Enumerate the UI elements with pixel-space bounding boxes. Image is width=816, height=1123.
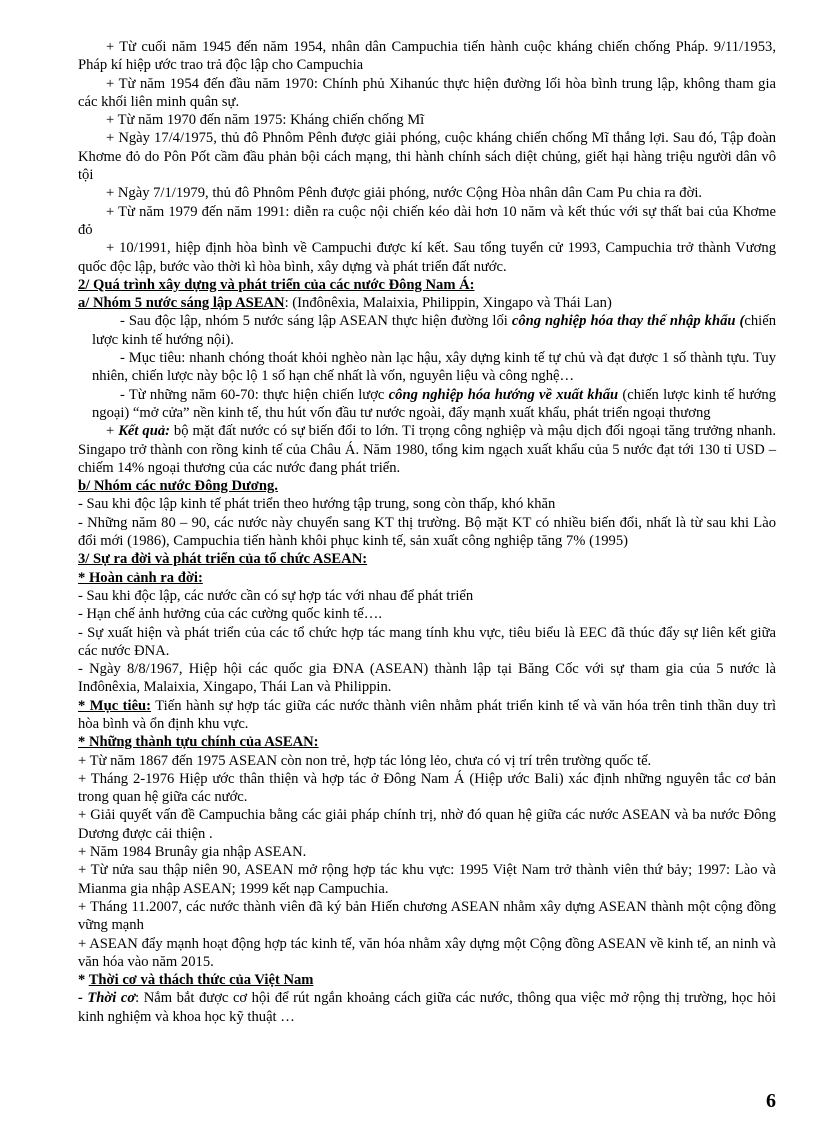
paragraph: + Tháng 11.2007, các nước thành viên đã ký bản Hiến chương ASEAN nhằm xây dựng ASEAN thành một cộng đồng vững mạnh <box>78 898 776 934</box>
subsection-heading-line <box>78 294 776 312</box>
paragraph: + Năm 1984 Brunây gia nhập ASEAN. <box>78 844 307 861</box>
paragraph <box>78 386 776 423</box>
paragraph: - Sự xuất hiện và phát triển của các tổ chức hợp tác mang tính khu vực, tiêu biểu là EEC đã thúc đẩy sự liên kết giữa các nước ĐNA. <box>78 624 776 659</box>
paragraph: + Từ năm 1954 đến đầu năm 1970: Chính phủ Xihanúc thực hiện đường lối hòa bình trung lập, không tham gia các khối liên minh quân sự. <box>78 75 776 110</box>
paragraph: + Tháng 2-1976 Hiệp ước thân thiện và hợp tác ở Đông Nam Á (Hiệp ước Bali) xác định những nguyên tắc cơ bản trong quan hệ giữa các nước. <box>78 770 776 806</box>
subsection-heading: Thời cơ và thách thức của Việt Nam <box>88 972 314 989</box>
paragraph: + 10/1991, hiệp định hòa bình về Campuchi được kí kết. Sau tổng tuyển cử 1993, Campuchia trở thành Vương quốc độc lập, bước vào thời kì hòa bình, xây dựng và phát triển đất nước. <box>78 240 776 275</box>
paragraph: + ASEAN đẩy mạnh hoạt động hợp tác kinh tế, văn hóa nhằm xây dựng một Cộng đồng ASEAN về kinh tế, an ninh và văn hóa vào năm 2015. <box>78 935 776 970</box>
text-run: Tiến hành sự hợp tác giữa các nước thành viên nhằm phát triển kinh tế và văn hóa trên tinh thần duy trì hòa bình và ổn định khu vực. <box>78 697 776 732</box>
emphasis: - Thời cơ <box>78 990 136 1007</box>
page-number: 6 <box>766 1090 776 1112</box>
subsection-heading-line <box>78 971 776 989</box>
paragraph: - Hạn chế ảnh hưởng của các cường quốc kinh tế…. <box>78 606 382 623</box>
text-run: + <box>106 423 119 440</box>
paragraph: + Từ năm 1970 đến năm 1975: Kháng chiến chống Mĩ <box>106 112 425 129</box>
subsection-heading: * Những thành tựu chính của ASEAN: <box>78 734 319 751</box>
subsection-heading: * Hoàn cảnh ra đời: <box>78 569 203 586</box>
subsection-heading: * Mục tiêu: <box>78 697 152 714</box>
subsection-heading-rest: : (Inđônêxia, Malaixia, Philippin, Xingapo và Thái Lan) <box>284 295 612 312</box>
paragraph: + Từ cuối năm 1945 đến năm 1954, nhân dân Campuchia tiến hành cuộc kháng chiến chống Pháp. 9/11/1953, Pháp kí hiệp ước trao trả độc lập cho Campuchia <box>78 39 776 74</box>
text-run: * <box>78 972 89 989</box>
subsection-heading: a/ Nhóm 5 nước sáng lập ASEAN <box>78 295 285 312</box>
text-run: - Từ những năm 60-70: thực hiện chiến lược <box>120 386 389 403</box>
text-run: bộ mặt đất nước có sự biến đổi to lớn. Tỉ trọng công nghiệp và mậu dịch đối ngoại tăng trưởng nhanh. Singapo trở thành con rồng kinh tế của Châu Á. Năm 1980, tổng kim ngạch xuất khẩu của 5 nước đạt tới 130 tỉ USD – chiếm 14% ngoại thương của các nước đang phát triển. <box>78 423 777 476</box>
paragraph: - Những năm 80 – 90, các nước này chuyển sang KT thị trường. Bộ mặt KT có nhiều biến đổi, nhất là từ sau khi Lào đổi mới (1986), Campuchia tiến hành khôi phục kinh tế, sản xuất công nghiệp tăng 7% (1995) <box>78 514 776 550</box>
text-run: : Nắm bắt được cơ hội để rút ngắn khoảng cách giữa các nước, thông qua việc mở rộng thị trường, học hỏi kinh nghiệm và khoa học kỹ thuật … <box>78 990 776 1025</box>
emphasis: công nghiệp hóa thay thế nhập khẩu ( <box>511 313 745 330</box>
paragraph: + Giải quyết vấn đề Campuchia bằng các giải pháp chính trị, nhờ đó quan hệ giữa các nước ASEAN và ba nước Đông Dương được cải thiện . <box>78 807 776 842</box>
subsection-heading: b/ Nhóm các nước Đông Dương. <box>78 478 278 495</box>
emphasis: Kết quả: <box>118 423 170 440</box>
paragraph: + Ngày 17/4/1975, thủ đô Phnôm Pênh được giải phóng, cuộc kháng chiến chống Mĩ thắng lợi. Sau đó, Tập đoàn Khơme đỏ do Pôn Pốt cầm đầu phản bội cách mạng, thi hành chính sách diệt chủng, giết hại hàng triệu người dân vô tội <box>78 130 776 184</box>
paragraph <box>78 989 776 1026</box>
section-heading: 2/ Quá trình xây dựng và phát triển của các nước Đông Nam Á: <box>78 276 475 293</box>
emphasis: công nghiệp hóa hướng về xuất khẩu <box>388 386 619 403</box>
paragraph <box>78 312 776 349</box>
paragraph: - Mục tiêu: nhanh chóng thoát khỏi nghèo nàn lạc hậu, xây dựng kinh tế tự chủ và đạt được 1 số thành tựu. Tuy nhiên, chiến lược này bộc lộ 1 số hạn chế nhất là vốn, nguyên liệu và công nghệ… <box>92 350 776 385</box>
text-run: - Sau độc lập, nhóm 5 nước sáng lập ASEAN thực hiện đường lối <box>120 313 512 330</box>
paragraph <box>78 422 776 477</box>
paragraph: + Từ nửa sau thập niên 90, ASEAN mở rộng hợp tác khu vực: 1995 Việt Nam trở thành viên thứ bảy; 1997: Lào và Mianma gia nhập ASEAN; 1999 kết nạp Campuchia. <box>78 862 776 897</box>
paragraph: - Sau khi độc lập kinh tế phát triển theo hướng tập trung, song còn thấp, khó khăn <box>78 496 556 513</box>
text-run: chiến lược kinh tế hướng nội). <box>92 313 777 348</box>
paragraph: + Từ năm 1979 đến năm 1991: diễn ra cuộc nội chiến kéo dài hơn 10 năm và kết thúc với sự thất bai của Khơme đỏ <box>78 203 776 238</box>
paragraph: - Ngày 8/8/1967, Hiệp hội các quốc gia ĐNA (ASEAN) thành lập tại Băng Cốc với sự tham gia của 5 nước là Inđônêxia, Malaixia, Xingapo, Thái Lan và Philippin. <box>78 661 776 696</box>
paragraph <box>78 697 776 734</box>
paragraph: + Ngày 7/1/1979, thủ đô Phnôm Pênh được giải phóng, nước Cộng Hòa nhân dân Cam Pu chia ra đời. <box>106 185 703 202</box>
section-heading: 3/ Sự ra đời và phát triển của tổ chức ASEAN: <box>78 551 368 568</box>
paragraph: - Sau khi độc lập, các nước cần có sự hợp tác với nhau để phát triển <box>78 587 474 604</box>
text-run: (chiến lược kinh tế hướng ngoại) “mở cửa” nền kinh tế, thu hút vốn đầu tư nước ngoài, đẩy mạnh xuất khẩu, phát triển ngoại thương <box>92 386 776 421</box>
document-page <box>78 38 776 1026</box>
paragraph: + Từ năm 1867 đến 1975 ASEAN còn non trẻ, hợp tác lỏng lẻo, chưa có vị trí trên trường quốc tế. <box>78 752 652 769</box>
